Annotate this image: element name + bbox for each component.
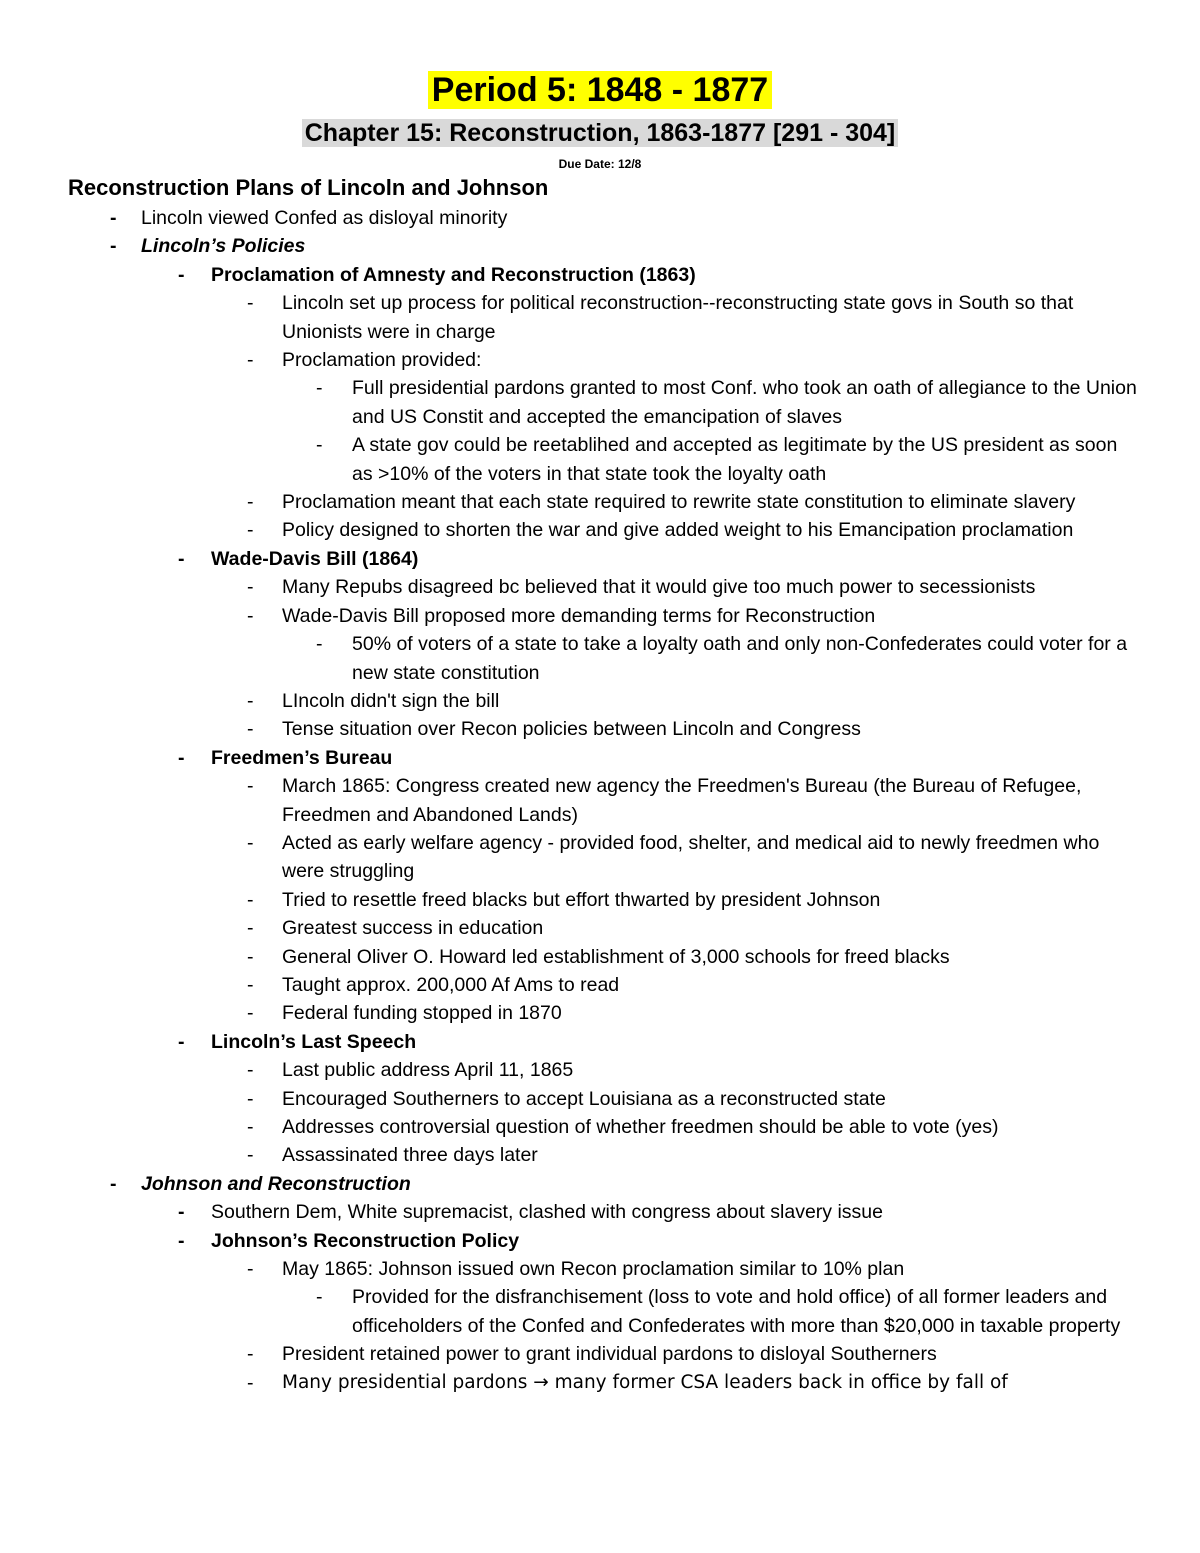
bullet-dash: -: [247, 689, 254, 712]
outline-item-level-3: [0, 1141, 1200, 1169]
bullet-dash: -: [247, 491, 254, 514]
outline-item-level-2: [0, 545, 1200, 573]
bullet-dash: -: [247, 349, 254, 372]
outline-item-text: Addresses controversial question of whether freedmen should be able to vote (yes): [282, 1116, 999, 1138]
bullet-dash: -: [316, 434, 323, 457]
bullet-dash: -: [247, 1258, 254, 1281]
outline-item-text: President retained power to grant individual pardons to disloyal Southerners: [282, 1343, 937, 1366]
bullet-dash: -: [178, 1229, 185, 1252]
outline-item-level-3: [0, 715, 1200, 743]
outline-item-level-1: [0, 1170, 1200, 1198]
bullet-dash: -: [247, 1343, 254, 1366]
outline-item-text: May 1865: Johnson issued own Recon proclamation similar to 10% plan: [282, 1258, 905, 1281]
section-heading: Reconstruction Plans of Lincoln and Johnson: [68, 175, 549, 200]
outline-item-level-2: [0, 744, 1200, 772]
outline-item-text: Provided for the disfranchisement (loss to vote and hold office) of all former leaders and officeholders of the Confed and Confederates with more than $20,000 in taxable property: [352, 1286, 1121, 1337]
outline-item-level-3: [0, 943, 1200, 971]
bullet-dash: -: [247, 1059, 254, 1082]
bullet-dash: -: [247, 945, 254, 968]
outline-item-level-3: [0, 1056, 1200, 1084]
outline-item-level-3: [0, 289, 1200, 346]
outline-item-text: Johnson and Reconstruction: [141, 1172, 411, 1195]
bullet-dash: -: [247, 917, 254, 940]
outline-item-text: Lincoln viewed Confed as disloyal minority: [141, 207, 508, 229]
outline-item-text: LIncoln didn't sign the bill: [282, 689, 500, 712]
outline-item-text: Encouraged Southerners to accept Louisiana as a reconstructed state: [282, 1087, 886, 1110]
outline-item-text: Proclamation meant that each state required to rewrite state constitution to eliminate slavery: [282, 491, 1076, 514]
outline-item-text: March 1865: Congress created new agency the Freedmen's Bureau (the Bureau of Refugee, Freedmen and Abandoned Lands): [282, 775, 1082, 826]
bullet-dash: -: [247, 1116, 254, 1138]
outline-item-level-4: [0, 1283, 1200, 1340]
outline-item-level-4: [0, 374, 1200, 431]
outline-item-level-3: [0, 602, 1200, 630]
outline-item-text: General Oliver O. Howard led establishment of 3,000 schools for freed blacks: [282, 945, 950, 968]
outline-item-text: Many Repubs disagreed bc believed that it would give too much power to secessionists: [282, 576, 1036, 599]
outline-item-level-3: [0, 829, 1200, 886]
outline-item-level-3: [0, 914, 1200, 942]
outline-item-level-4: [0, 431, 1200, 488]
chapter-title-text: Chapter 15: Reconstruction, 1863-1877 [291 - 304]: [302, 119, 899, 147]
outline-item-level-2: [0, 1227, 1200, 1255]
bullet-dash: -: [178, 547, 185, 570]
bullet-dash: -: [110, 235, 117, 258]
bullet-dash: -: [247, 604, 254, 627]
outline-item-level-3: [0, 516, 1200, 544]
bullet-dash: -: [110, 1172, 117, 1195]
outline-item-level-3: [0, 886, 1200, 914]
outline-item-text: Wade-Davis Bill proposed more demanding terms for Reconstruction: [282, 604, 876, 627]
bullet-dash: -: [178, 1030, 185, 1053]
bullet-dash: -: [247, 1371, 254, 1394]
bullet-dash: -: [247, 1087, 254, 1110]
bullet-dash: -: [247, 292, 254, 315]
outline-item-text: Tense situation over Recon policies between Lincoln and Congress: [282, 718, 861, 741]
outline-item-text: Proclamation of Amnesty and Reconstruction (1863): [211, 263, 696, 286]
outline-item-level-2: [0, 1028, 1200, 1056]
outline-item-text: Many presidential pardons → many former CSA leaders back in office by fall of: [282, 1371, 1008, 1393]
outline-item-level-4: [0, 630, 1200, 687]
outline-item-level-3: [0, 971, 1200, 999]
notes-outline: [0, 204, 1200, 1397]
outline-item-text: Taught approx. 200,000 Af Ams to read: [282, 973, 620, 996]
outline-item-text: 50% of voters of a state to take a loyalty oath and only non-Confederates could voter for a new state constitution: [352, 633, 1128, 684]
period-title-text: Period 5: 1848 - 1877: [428, 71, 772, 109]
outline-item-text: Policy designed to shorten the war and give added weight to his Emancipation proclamation: [282, 519, 1074, 542]
bullet-dash: -: [247, 973, 254, 996]
outline-item-text: Freedmen’s Bureau: [211, 746, 393, 769]
bullet-dash: -: [247, 831, 254, 854]
bullet-dash: -: [247, 576, 254, 599]
outline-item-text: Wade-Davis Bill (1864): [211, 547, 419, 570]
outline-item-text: Full presidential pardons granted to most Conf. who took an oath of allegiance to the Union and US Constit and accepted the emancipation of slaves: [352, 377, 1137, 428]
outline-item-text: Greatest success in education: [282, 917, 544, 940]
outline-item-text: Lincoln’s Last Speech: [211, 1030, 417, 1053]
due-date: Due Date: 12/8: [558, 157, 642, 171]
bullet-dash: -: [110, 207, 117, 229]
bullet-dash: -: [247, 775, 254, 798]
bullet-dash: -: [247, 519, 254, 542]
period-title: [0, 70, 1200, 110]
outline-item-text: Federal funding stopped in 1870: [282, 1002, 562, 1025]
outline-item-level-3: [0, 1340, 1200, 1368]
outline-item-level-3: [0, 1113, 1200, 1141]
outline-item-text: Acted as early welfare agency - provided food, shelter, and medical aid to newly freedmen who were struggling: [282, 831, 1100, 883]
outline-item-text: Last public address April 11, 1865: [282, 1059, 574, 1082]
outline-item-level-3: [0, 1369, 1200, 1397]
outline-item-level-3: [0, 1255, 1200, 1283]
bullet-dash: -: [178, 1201, 185, 1224]
bullet-dash: -: [247, 888, 254, 911]
outline-item-text: Proclamation provided:: [282, 349, 482, 372]
outline-item-text: Southern Dem, White supremacist, clashed with congress about slavery issue: [211, 1201, 883, 1224]
outline-item-level-1: [0, 204, 1200, 232]
outline-item-text: Tried to resettle freed blacks but effort thwarted by president Johnson: [282, 888, 881, 911]
outline-item-text: Assassinated three days later: [282, 1144, 538, 1167]
outline-item-level-2: [0, 1198, 1200, 1226]
bullet-dash: -: [316, 1286, 323, 1309]
outline-item-level-2: [0, 261, 1200, 289]
outline-item-text: Johnson’s Reconstruction Policy: [211, 1229, 520, 1252]
bullet-dash: -: [316, 377, 323, 400]
bullet-dash: -: [247, 1144, 254, 1167]
bullet-dash: -: [247, 718, 254, 741]
outline-item-level-3: [0, 772, 1200, 829]
outline-item-text: Lincoln set up process for political reconstruction--reconstructing state govs in South so that Unionists were in charge: [282, 292, 1074, 343]
outline-item-level-3: [0, 346, 1200, 374]
outline-item-level-3: [0, 999, 1200, 1027]
outline-item-text: Lincoln’s Policies: [141, 235, 306, 258]
bullet-dash: -: [316, 633, 323, 656]
bullet-dash: -: [178, 263, 185, 286]
outline-item-level-3: [0, 687, 1200, 715]
outline-item-level-1: [0, 232, 1200, 260]
bullet-dash: -: [247, 1002, 254, 1025]
chapter-title: [0, 117, 1200, 150]
outline-item-level-3: [0, 488, 1200, 516]
outline-item-level-3: [0, 1085, 1200, 1113]
bullet-dash: -: [178, 746, 185, 769]
outline-item-level-3: [0, 573, 1200, 601]
outline-item-text: A state gov could be reetablihed and accepted as legitimate by the US president as soon as >10% of the voters in that state took the loyalty oath: [352, 434, 1118, 485]
